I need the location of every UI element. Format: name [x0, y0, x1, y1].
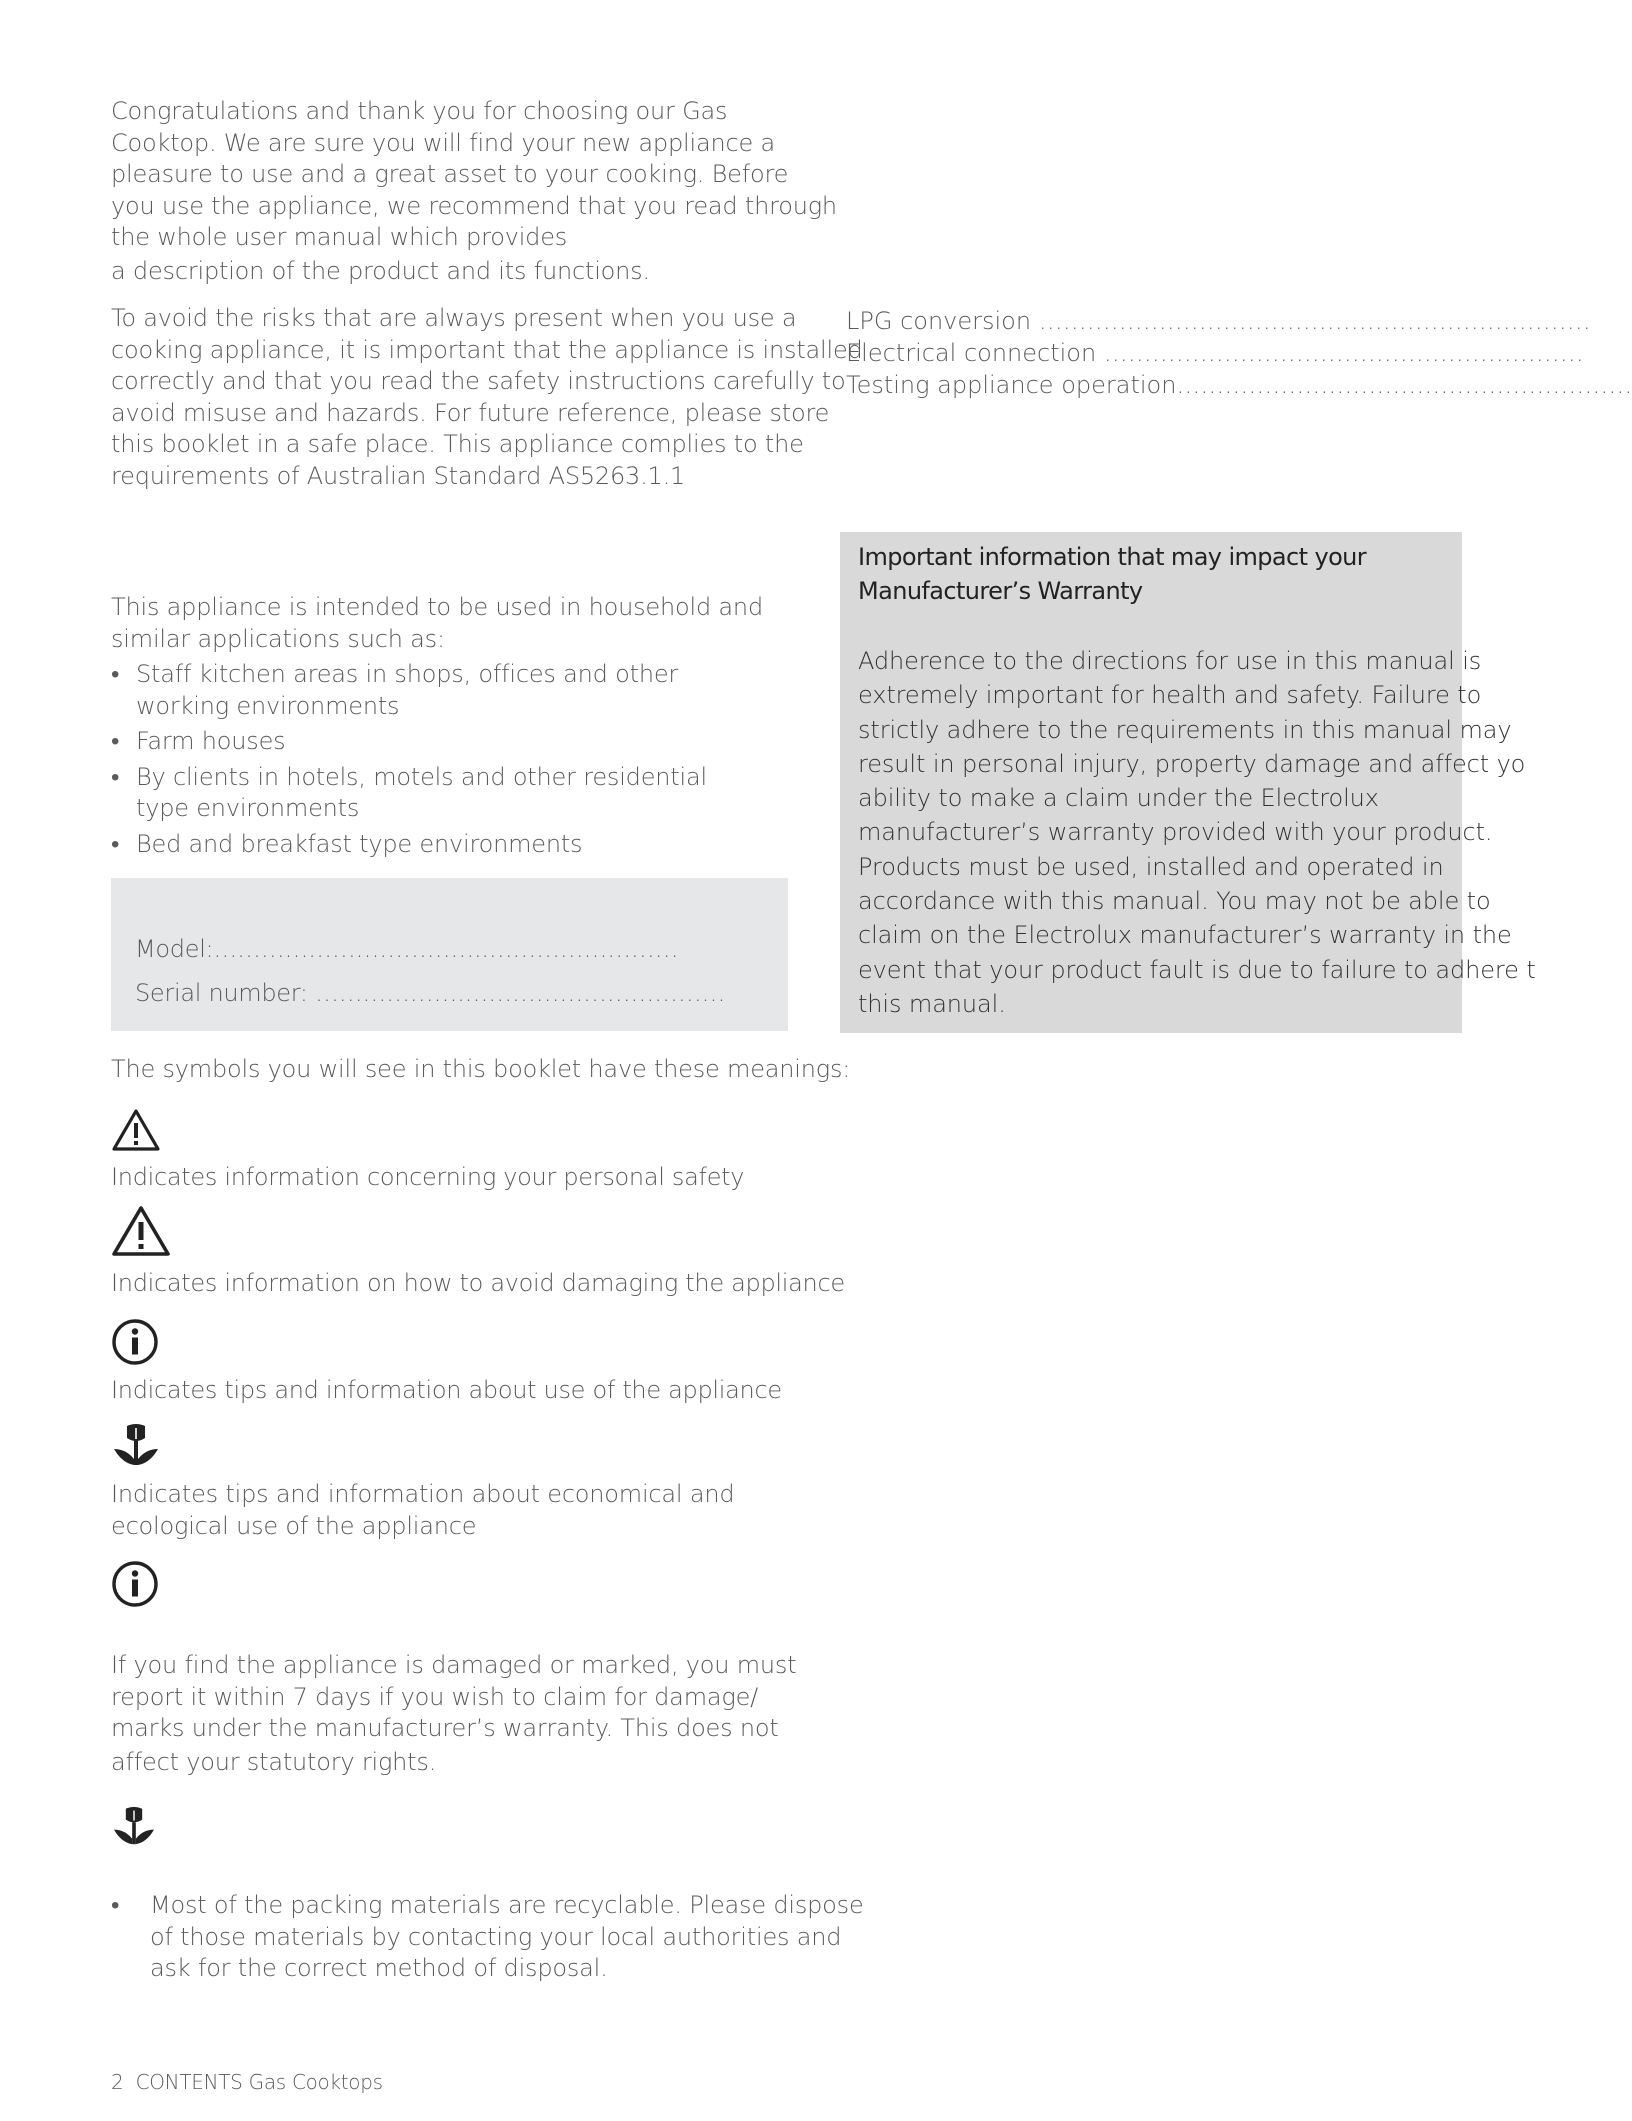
symbol-description: Indicates information on how to avoid damaging the appliance [111, 1269, 845, 1297]
packing-bullet [111, 1890, 864, 1985]
intro-line: avoid misuse and hazards. For future reference, please store [111, 398, 830, 427]
usage-bullet-list [111, 659, 801, 860]
serial-number-line: Serial number: ……………….…………………………… [135, 979, 726, 1007]
damage-line: report it within 7 days if you wish to claim for damage/ [111, 1682, 759, 1711]
info-icon [111, 1560, 159, 1608]
warranty-body [858, 644, 1536, 1021]
list-item [111, 659, 801, 722]
intro-line: a description of the product and its functions. [111, 256, 650, 285]
warranty-line: Adherence to the directions for use in this manual is [858, 647, 1482, 675]
bullet-line: Bed and breakfast type environments [136, 829, 583, 858]
warranty-line: manufacturer’s warranty provided with your product. [858, 818, 1493, 847]
bullet-dot: • [111, 829, 120, 858]
intro-line: correctly and that you read the safety instructions carefully to [111, 367, 846, 395]
warranty-line: ability to make a claim under the Electrolux [858, 784, 1379, 813]
tulip-icon [111, 1423, 161, 1467]
damage-line: marks under the manufacturer’s warranty. This does not [111, 1714, 779, 1742]
bullet-line: working environments [136, 691, 400, 720]
list-item [111, 726, 801, 758]
symbol-description-line: Indicates tips and information about economical and [111, 1480, 735, 1508]
symbol-description-line: ecological use of the appliance [111, 1511, 477, 1540]
packing-line: Most of the packing materials are recyclable. Please dispose [150, 1891, 864, 1919]
bullet-dot: • [111, 727, 120, 755]
usage-lead-line: This appliance is intended to be used in household and [111, 593, 763, 621]
warranty-line: result in personal injury, property damage and affect yo [858, 749, 1526, 778]
intro-paragraph-2 [111, 303, 863, 492]
damage-paragraph [111, 1650, 796, 1778]
warranty-line: event that your product fault is due to failure to adhere t [858, 955, 1536, 984]
damage-line: affect your statutory rights. [111, 1747, 437, 1776]
intro-line: pleasure to use and a great asset to your cooking. Before [111, 160, 789, 188]
warning-triangle-icon [111, 1108, 161, 1152]
warranty-box [840, 532, 1536, 1033]
symbol-description: Indicates information concerning your personal safety [111, 1163, 745, 1191]
packing-line: ask for the correct method of disposal. [150, 1954, 608, 1982]
warranty-heading [858, 542, 1366, 607]
usage-lead-line: similar applications such as: [111, 624, 445, 653]
bullet-line: By clients in hotels, motels and other residential [136, 762, 707, 791]
contents-list [846, 305, 1632, 401]
record-box [111, 878, 788, 1031]
warranty-line: strictly adhere to the requirements in this manual may [858, 715, 1512, 744]
toc-item[interactable]: Testing appliance operation………………………………………………… [846, 371, 1632, 399]
symbol-description: Indicates tips and information about use of the appliance [111, 1376, 782, 1404]
page-number: 2 [111, 2070, 124, 2094]
bullet-dot: • [111, 660, 120, 688]
intro-line: requirements of Australian Standard AS5263.1.1 [111, 461, 686, 490]
symbol-description [111, 1479, 734, 1542]
model-line: Model:……………………………..…………………… [135, 935, 679, 963]
warranty-line: accordance with this manual. You may not be able to [858, 887, 1491, 916]
bullet-line: Farm houses [136, 727, 286, 755]
intro-line: the whole user manual which provides [111, 223, 568, 251]
intro-line: Cooktop. We are sure you will find your new appliance a [111, 128, 775, 157]
intro-line: cooking appliance, it is important that the appliance is installed [111, 335, 863, 364]
toc-item[interactable]: Electrical connection …………………………………………………… [846, 339, 1584, 367]
symbols-lead: The symbols you will see in this booklet have these meanings: [111, 1055, 851, 1083]
bullet-line: type environments [136, 794, 360, 822]
tulip-icon [111, 1806, 157, 1846]
footer-label: CONTENTS Gas Cooktops [135, 2070, 383, 2094]
intro-line: To avoid the risks that are always present when you use a [111, 304, 797, 332]
intro-line: Congratulations and thank you for choosing our Gas [111, 97, 728, 125]
warranty-line: Products must be used, installed and operated in [858, 852, 1444, 881]
intro-paragraph-1 [111, 96, 837, 287]
list-item [111, 829, 801, 861]
damage-line: If you find the appliance is damaged or marked, you must [111, 1651, 797, 1679]
bullet-line: Staff kitchen areas in shops, offices and other [136, 660, 679, 688]
page-footer [111, 2070, 383, 2094]
packing-line: of those materials by contacting your local authorities and [150, 1922, 842, 1951]
list-item [111, 762, 801, 825]
warranty-line: extremely important for health and safety. Failure to [858, 681, 1482, 710]
intro-line: this booklet in a safe place. This appliance complies to the [111, 430, 804, 458]
warranty-heading-line: Important information that may impact your [858, 543, 1367, 571]
info-icon [111, 1318, 159, 1366]
bullet-dot: • [111, 762, 120, 791]
warranty-line: this manual. [858, 989, 1006, 1018]
warranty-line: claim on the Electrolux manufacturer’s warranty in the [858, 921, 1512, 950]
warranty-heading-line: Manufacturer’s Warranty [858, 576, 1143, 605]
bullet-dot: • [111, 1891, 120, 1919]
toc-item[interactable]: LPG conversion …………………………………………………………… [846, 307, 1591, 335]
intro-line: you use the appliance, we recommend that you read through [111, 191, 837, 220]
usage-section [111, 592, 801, 860]
warning-triangle-icon [111, 1205, 171, 1257]
